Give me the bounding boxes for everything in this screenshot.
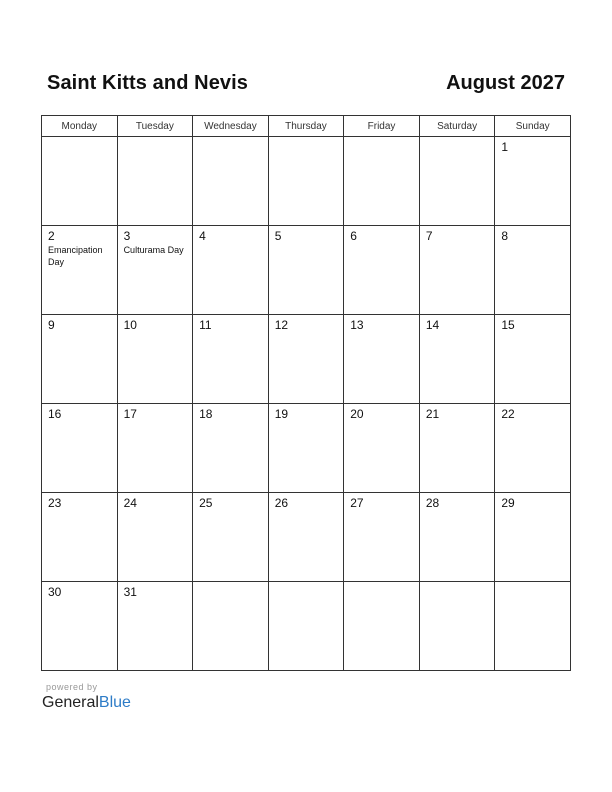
- week-row: [42, 493, 571, 582]
- weekday-header: Friday: [344, 116, 420, 137]
- day-number: 1: [501, 140, 509, 154]
- day-cell: [268, 315, 344, 404]
- day-cell: [42, 493, 118, 582]
- weekday-header: Tuesday: [117, 116, 193, 137]
- day-cell: [268, 404, 344, 493]
- day-cell: [495, 226, 571, 315]
- empty-day-cell: [344, 137, 420, 226]
- day-number: 8: [501, 229, 509, 243]
- day-cell: [344, 226, 420, 315]
- day-number: 6: [350, 229, 357, 243]
- day-number: 29: [501, 496, 515, 510]
- day-cell: [117, 226, 193, 315]
- week-row: [42, 315, 571, 404]
- day-number: 11: [199, 318, 212, 332]
- week-row: [42, 137, 571, 226]
- day-cell: [42, 315, 118, 404]
- day-cell: [117, 582, 193, 671]
- day-number: 24: [123, 496, 137, 510]
- day-number: 27: [350, 496, 364, 510]
- country-title: Saint Kitts and Nevis: [47, 72, 249, 94]
- empty-day-cell: [268, 137, 344, 226]
- week-row: [42, 226, 571, 315]
- weekday-header-row: [42, 116, 571, 137]
- weekday-header: Thursday: [268, 116, 344, 137]
- day-cell: [495, 404, 571, 493]
- holiday-label: Emancipation Day: [48, 245, 103, 267]
- empty-day-cell: [193, 582, 269, 671]
- day-number: 16: [48, 407, 62, 421]
- empty-day-cell: [495, 582, 571, 671]
- day-number: 9: [48, 318, 55, 332]
- brand-logo[interactable]: [42, 694, 131, 712]
- day-number: 12: [274, 318, 289, 332]
- day-number: 15: [501, 318, 515, 332]
- day-number: 14: [425, 318, 440, 332]
- empty-day-cell: [344, 582, 420, 671]
- day-number: 19: [274, 407, 289, 421]
- day-number: 21: [425, 407, 440, 421]
- empty-day-cell: [419, 582, 495, 671]
- calendar-body: [42, 137, 571, 671]
- day-cell: [42, 226, 118, 315]
- day-cell: [193, 226, 269, 315]
- empty-day-cell: [419, 137, 495, 226]
- empty-day-cell: [117, 137, 193, 226]
- day-number: 13: [350, 318, 364, 332]
- day-cell: [419, 315, 495, 404]
- weekday-header: Monday: [42, 116, 118, 137]
- week-row: [42, 582, 571, 671]
- day-number: 28: [425, 496, 440, 510]
- day-cell: [193, 404, 269, 493]
- day-cell: [117, 404, 193, 493]
- day-number: 23: [48, 496, 62, 510]
- empty-day-cell: [193, 137, 269, 226]
- day-cell: [117, 315, 193, 404]
- day-cell: [495, 493, 571, 582]
- week-row: [42, 404, 571, 493]
- day-number: 30: [48, 585, 62, 599]
- day-cell: [344, 404, 420, 493]
- weekday-header: Sunday: [495, 116, 571, 137]
- day-cell: [268, 226, 344, 315]
- brand-part-blue: Blue: [98, 694, 131, 711]
- day-cell: [42, 404, 118, 493]
- day-cell: [117, 493, 193, 582]
- day-number: 22: [501, 407, 515, 421]
- day-cell: [344, 493, 420, 582]
- empty-day-cell: [268, 582, 344, 671]
- day-cell: [495, 137, 571, 226]
- empty-day-cell: [42, 137, 118, 226]
- day-cell: [193, 493, 269, 582]
- day-number: 10: [123, 318, 137, 332]
- day-cell: [344, 315, 420, 404]
- powered-by-label: powered by: [46, 682, 98, 692]
- month-year-title: August 2027: [446, 72, 565, 94]
- day-cell: [419, 226, 495, 315]
- calendar-grid: [41, 115, 571, 671]
- day-number: 20: [350, 407, 364, 421]
- day-number: 2: [48, 229, 55, 243]
- day-number: 17: [123, 407, 137, 421]
- day-number: 31: [123, 585, 137, 599]
- holiday-label: Culturama Day: [123, 245, 184, 255]
- day-number: 25: [199, 496, 213, 510]
- day-number: 3: [123, 229, 131, 243]
- day-cell: [193, 315, 269, 404]
- weekday-header: Saturday: [419, 116, 495, 137]
- weekday-header: Wednesday: [193, 116, 269, 137]
- day-cell: [42, 582, 118, 671]
- day-cell: [419, 404, 495, 493]
- brand-part-general: General: [42, 694, 99, 711]
- day-number: 18: [199, 407, 213, 421]
- day-cell: [419, 493, 495, 582]
- day-number: 5: [274, 229, 282, 243]
- day-number: 26: [274, 496, 289, 510]
- day-cell: [495, 315, 571, 404]
- day-cell: [268, 493, 344, 582]
- day-number: 4: [199, 229, 206, 243]
- day-number: 7: [425, 229, 433, 243]
